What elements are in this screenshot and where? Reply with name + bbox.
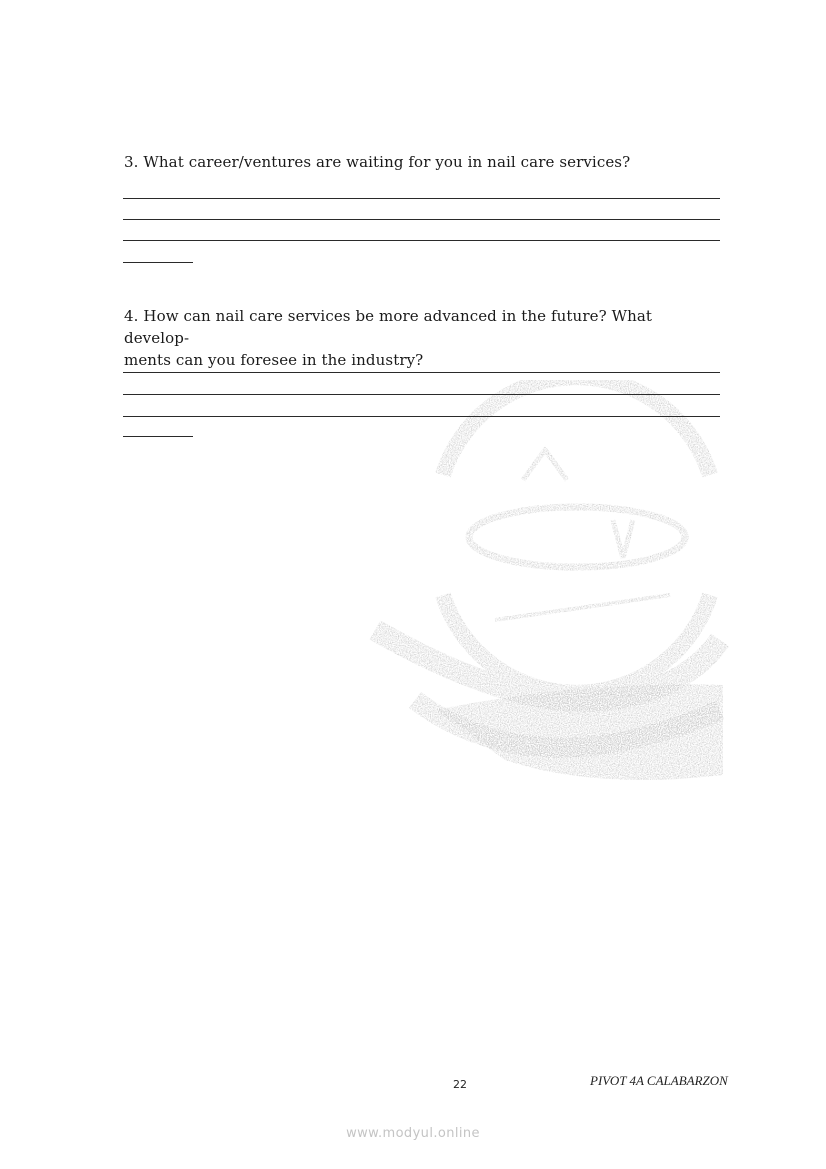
- question-text-line-2: ments can you foresee in the industry?: [124, 351, 424, 369]
- question-3: [124, 151, 720, 173]
- question-text-line-1: 4. How can nail care services be more advanced in the future? What develop-: [124, 307, 653, 347]
- answer-line[interactable]: [123, 394, 720, 395]
- answer-line-short[interactable]: [123, 436, 193, 437]
- footer-label: PIVOT 4A CALABARZON: [590, 1073, 728, 1088]
- answer-line-short[interactable]: [123, 262, 193, 263]
- seal-watermark-icon: [355, 380, 730, 785]
- page-number: 22: [453, 1078, 467, 1091]
- answer-line[interactable]: [123, 416, 720, 417]
- answer-line[interactable]: [123, 219, 720, 220]
- question-text: What career/ventures are waiting for you in nail care services?: [143, 153, 631, 171]
- question-4: [124, 305, 720, 371]
- question-number: 3.: [124, 153, 139, 171]
- site-url-watermark: www.modyul.online: [346, 1126, 480, 1141]
- answer-line[interactable]: [123, 240, 720, 241]
- answer-line[interactable]: [123, 372, 720, 373]
- answer-line[interactable]: [123, 198, 720, 199]
